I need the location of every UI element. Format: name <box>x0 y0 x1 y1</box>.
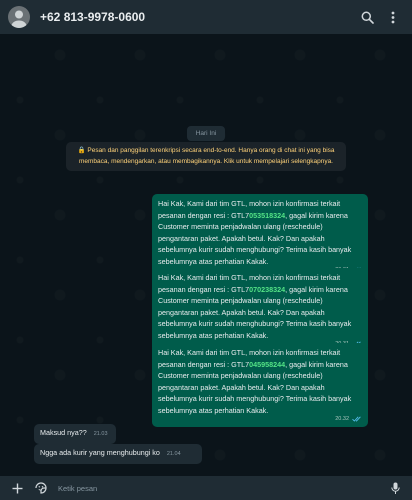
message-text: , gagal kirim karena Customer meminta penjadwalan ulang (reschedule) pengantaran paket. Apakah betul. Kak? Dan apakah sebelumnya kurir sudah menghubungi? Terima kasih banyak sebelumnya atas perhatian Kakak. <box>158 284 352 340</box>
menu-button[interactable] <box>382 6 404 28</box>
date-separator <box>0 122 412 141</box>
mic-icon <box>391 482 400 495</box>
message-bubble-incoming[interactable] <box>34 444 202 464</box>
message-meta <box>335 414 363 426</box>
chat-header <box>0 0 412 34</box>
message-text: Hai Kak, Kami dari tim GTL, mohon izin konfirmasi terkait pesanan dengan resi : GTL7 <box>158 348 341 369</box>
sticker-icon <box>35 482 47 494</box>
resi-highlight: 053518324 <box>249 210 286 220</box>
message-bubble-outgoing[interactable] <box>152 343 368 427</box>
message-input[interactable] <box>50 478 386 498</box>
message-text: , gagal kirim karena Customer meminta penjadwalan ulang (reschedule) pengantaran paket. Apakah betul. Kak? Dan apakah sebelumnya kurir sudah menghubungi? Terima kasih banyak sebelumnya atas perhatian Kakak. <box>158 210 352 266</box>
plus-icon <box>12 483 23 494</box>
message-text: Maksud nya?? <box>40 428 87 437</box>
resi-highlight: 045958244 <box>249 359 286 369</box>
message-text: , gagal kirim karena Customer meminta penjadwalan ulang (reschedule) pengantaran paket. Apakah betul. Kak? Dan apakah sebelumnya kurir sudah menghubungi? Terima kasih banyak sebelumnya atas perhatian Kakak. <box>158 359 352 415</box>
voice-button[interactable] <box>386 479 404 497</box>
message-time: 21.03 <box>93 431 108 437</box>
search-button[interactable] <box>356 6 378 28</box>
contact-name[interactable]: +62 813-9978-0600 <box>40 10 146 24</box>
search-icon <box>361 11 374 24</box>
message-time: 20.32 <box>335 415 349 422</box>
encryption-notice[interactable]: 🔒 Pesan dan panggilan terenkripsi secara end-to-end. Hanya orang di chat ini yang bisa membaca, mendengarkan, atau membagikannya. Klik untuk mempelajari selengkapnya. <box>66 142 346 171</box>
message-bubble-outgoing[interactable] <box>152 194 368 278</box>
resi-highlight: 070238324 <box>249 284 286 294</box>
message-bubble-outgoing[interactable] <box>152 268 368 352</box>
avatar-icon[interactable] <box>8 6 30 28</box>
message-time: 21.04 <box>166 451 181 457</box>
more-vertical-icon <box>391 11 395 24</box>
message-composer <box>0 476 412 500</box>
date-chip: Hari Ini <box>187 126 226 141</box>
attach-button[interactable] <box>8 479 26 497</box>
message-bubble-incoming[interactable] <box>34 424 116 444</box>
sticker-button[interactable] <box>32 479 50 497</box>
message-text: Ngga ada kurir yang menghubungi ko <box>40 448 160 457</box>
double-check-icon <box>352 416 363 422</box>
message-text: Hai Kak, Kami dari tim GTL, mohon izin konfirmasi terkait pesanan dengan resi : GTL7 <box>158 273 341 294</box>
message-text: Hai Kak, Kami dari tim GTL, mohon izin konfirmasi terkait pesanan dengan resi : GTL7 <box>158 199 341 220</box>
